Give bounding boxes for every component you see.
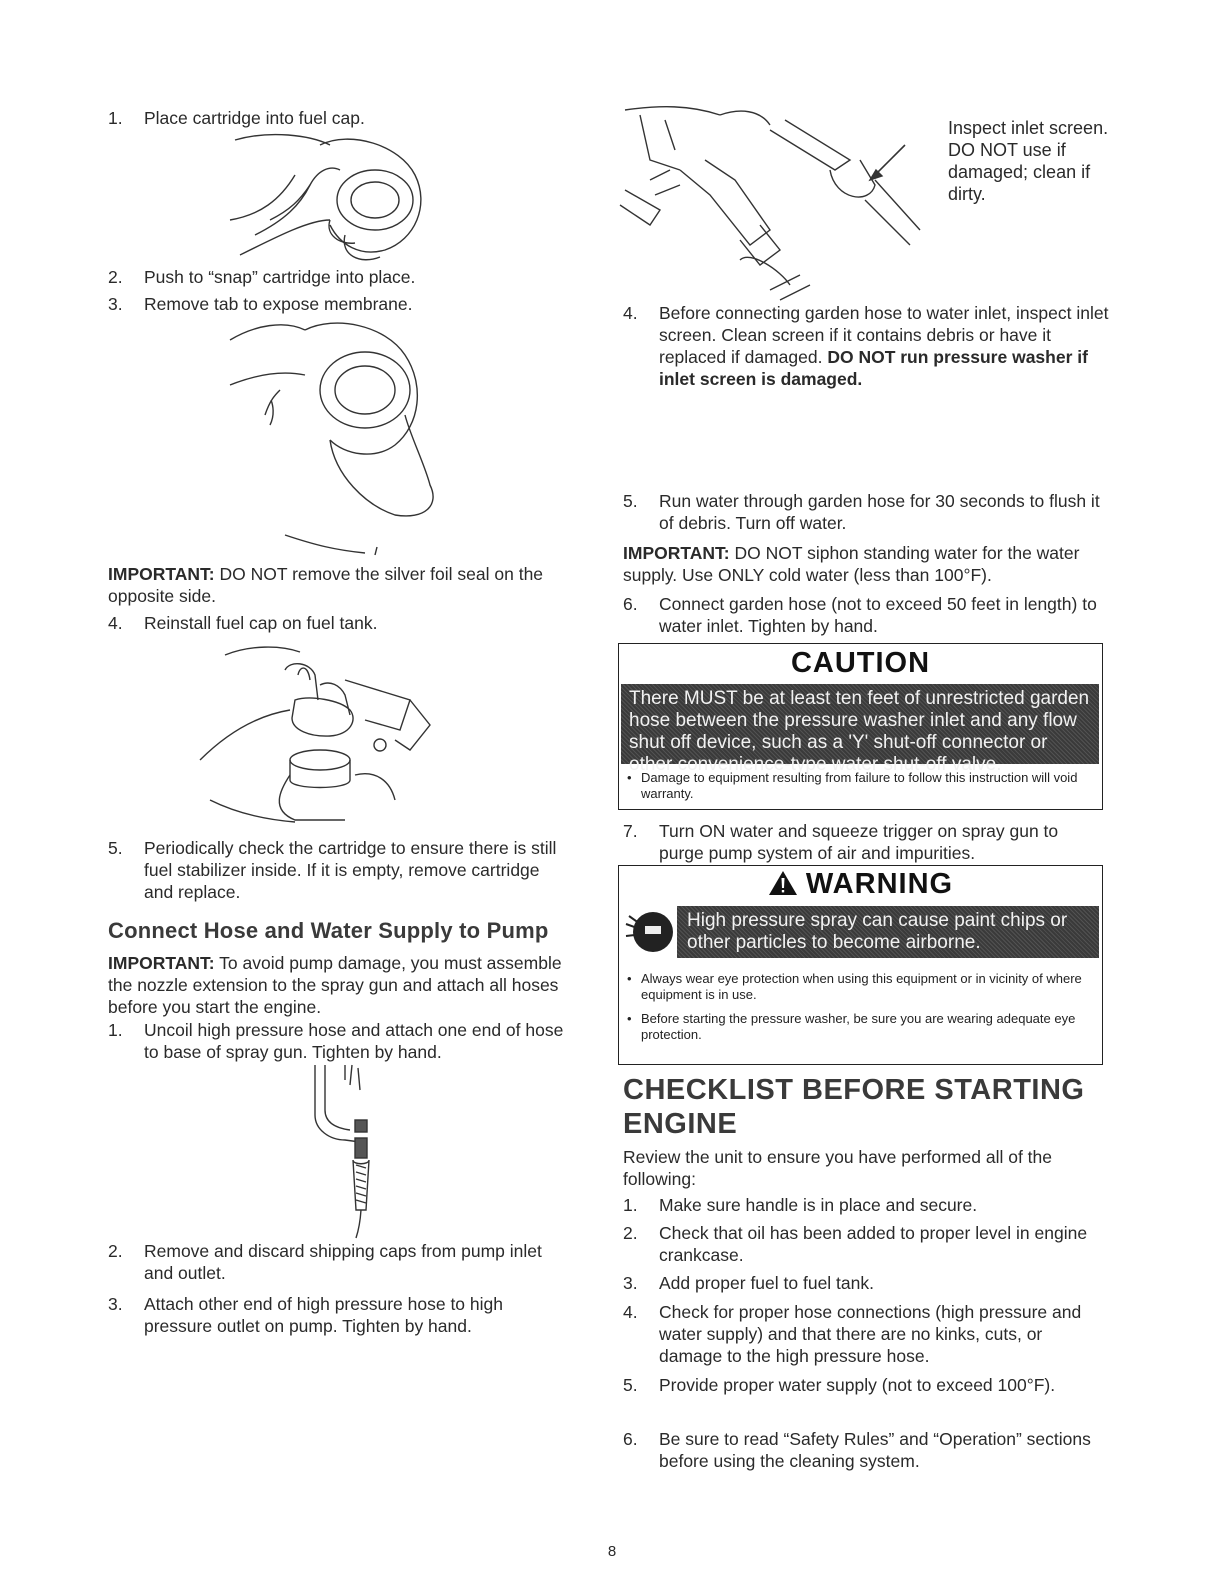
caution-title: CAUTION (790, 647, 931, 679)
step-number: 1. (623, 1195, 638, 1215)
caution-box (618, 643, 1103, 810)
bullet: • (627, 971, 632, 986)
caution-message-panel (621, 684, 1099, 775)
step-number: 5. (623, 491, 638, 511)
caution-message: There MUST be at least ten feet of unrestricted garden hose between the pressure washer inlet and any flow shut off device, such as a 'Y' shut-off connector or other convenience-type water shut-off valve. (629, 688, 1090, 775)
cartridge-into-cap-illustration (200, 125, 460, 260)
step-text: Periodically check the cartridge to ensure there is still fuel stabilizer inside. If it is empty, remove cartridge and replace. (144, 838, 557, 902)
step-text: Be sure to read “Safety Rules” and “Operation” sections before using the cleaning system. (659, 1429, 1091, 1471)
step-text: Turn ON water and squeeze trigger on spray gun to purge pump system of air and impurities. (659, 821, 1059, 863)
step-number: 6. (623, 1429, 638, 1449)
important-label: IMPORTANT: (108, 953, 215, 973)
fuel-cap-tank-illustration (200, 640, 450, 835)
spray-gun-hose-illustration (300, 1060, 400, 1240)
step-text: Remove and discard shipping caps from pump inlet and outlet. (144, 1241, 542, 1283)
water-inlet-illustration (620, 100, 950, 285)
important-label: IMPORTANT: (623, 543, 730, 563)
step-text: Check for proper hose connections (high pressure and water supply) and that there are no kinks, cuts, or damage to the high pressure hose. (659, 1302, 1082, 1366)
warning-note-text: Before starting the pressure washer, be sure you are wearing adequate eye protection. (641, 1011, 1076, 1042)
bullet: • (627, 770, 632, 785)
step-text: Uncoil high pressure hose and attach one end of hose to base of spray gun. Tighten by hand. (144, 1020, 564, 1062)
step-text: Run water through garden hose for 30 seconds to flush it of debris. Turn off water. (659, 491, 1100, 533)
step-number: 3. (108, 294, 123, 314)
warning-message: High pressure spray can cause paint chips or other particles to become airborne. (687, 910, 1068, 953)
caution-note-text: Damage to equipment resulting from failure to follow this instruction will void warranty. (641, 770, 1078, 801)
step-text: Attach other end of high pressure hose to high pressure outlet on pump. Tighten by hand. (144, 1294, 503, 1336)
page-number: 8 (607, 1543, 617, 1560)
step-text: Remove tab to expose membrane. (144, 294, 413, 314)
warning-triangle-icon (768, 870, 798, 896)
step-number: 1. (108, 108, 123, 128)
section-heading-connect-hose: Connect Hose and Water Supply to Pump (108, 918, 549, 943)
warning-header (619, 868, 1102, 901)
checklist-heading: CHECKLIST BEFORE STARTING ENGINE (623, 1074, 1085, 1140)
bullet: • (627, 1011, 632, 1026)
important-label: IMPORTANT: (108, 564, 215, 584)
step-number: 2. (108, 1241, 123, 1261)
remove-tab-illustration (225, 315, 455, 560)
warning-title: WARNING (805, 868, 954, 900)
step-number: 5. (108, 838, 123, 858)
step-text: Make sure handle is in place and secure. (659, 1195, 978, 1215)
important-text: To avoid pump damage, you must assemble the nozzle extension to the spray gun and attach all hoses before you start the engine. (108, 953, 562, 1017)
warning-box (618, 865, 1103, 1065)
step-number: 4. (623, 303, 638, 323)
important-note-2 (108, 952, 578, 1018)
step-number: 7. (623, 821, 638, 841)
step-text (659, 302, 1109, 390)
eye-protection-icon (621, 906, 681, 958)
important-text: DO NOT siphon standing water for the water supply. Use ONLY cold water (less than 100°F). (623, 543, 1080, 585)
step-number: 6. (623, 594, 638, 614)
warning-message-bg (677, 906, 1099, 958)
important-note-3 (623, 542, 1103, 586)
step-number: 2. (108, 267, 123, 287)
important-text: DO NOT remove the silver foil seal on the opposite side. (108, 564, 544, 606)
step-number: 2. (623, 1223, 638, 1243)
checklist-intro: Review the unit to ensure you have performed all of the following: (623, 1147, 1052, 1189)
step-text: Add proper fuel to fuel tank. (659, 1273, 874, 1293)
step-number: 3. (623, 1273, 638, 1293)
warning-message-panel (621, 906, 1099, 958)
step-number: 1. (108, 1020, 123, 1040)
step-text: Push to “snap” cartridge into place. (144, 267, 416, 287)
step-text: Check that oil has been added to proper level in engine crankcase. (659, 1223, 1088, 1265)
step-number: 3. (108, 1294, 123, 1314)
important-note-1 (108, 563, 583, 607)
step-text: Provide proper water supply (not to exceed 100°F). (659, 1375, 1056, 1395)
step-text-bold: DO NOT run pressure washer if inlet screen is damaged. (659, 347, 1088, 389)
step-text: Connect garden hose (not to exceed 50 feet in length) to water inlet. Tighten by hand. (659, 594, 1097, 636)
step-text-main: Before connecting garden hose to water inlet, inspect inlet screen. Clean screen if it contains debris or have it replaced if damaged. (659, 303, 1109, 367)
step-number: 5. (623, 1375, 638, 1395)
step-number: 4. (108, 613, 123, 633)
inlet-screen-callout: Inspect inlet screen. DO NOT use if damaged; clean if dirty. (948, 118, 1109, 204)
step-text: Reinstall fuel cap on fuel tank. (144, 613, 378, 633)
step-number: 4. (623, 1302, 638, 1322)
step-text: Place cartridge into fuel cap. (144, 108, 365, 128)
warning-note-text: Always wear eye protection when using this equipment or in vicinity of where equipment is in use. (641, 971, 1082, 1002)
